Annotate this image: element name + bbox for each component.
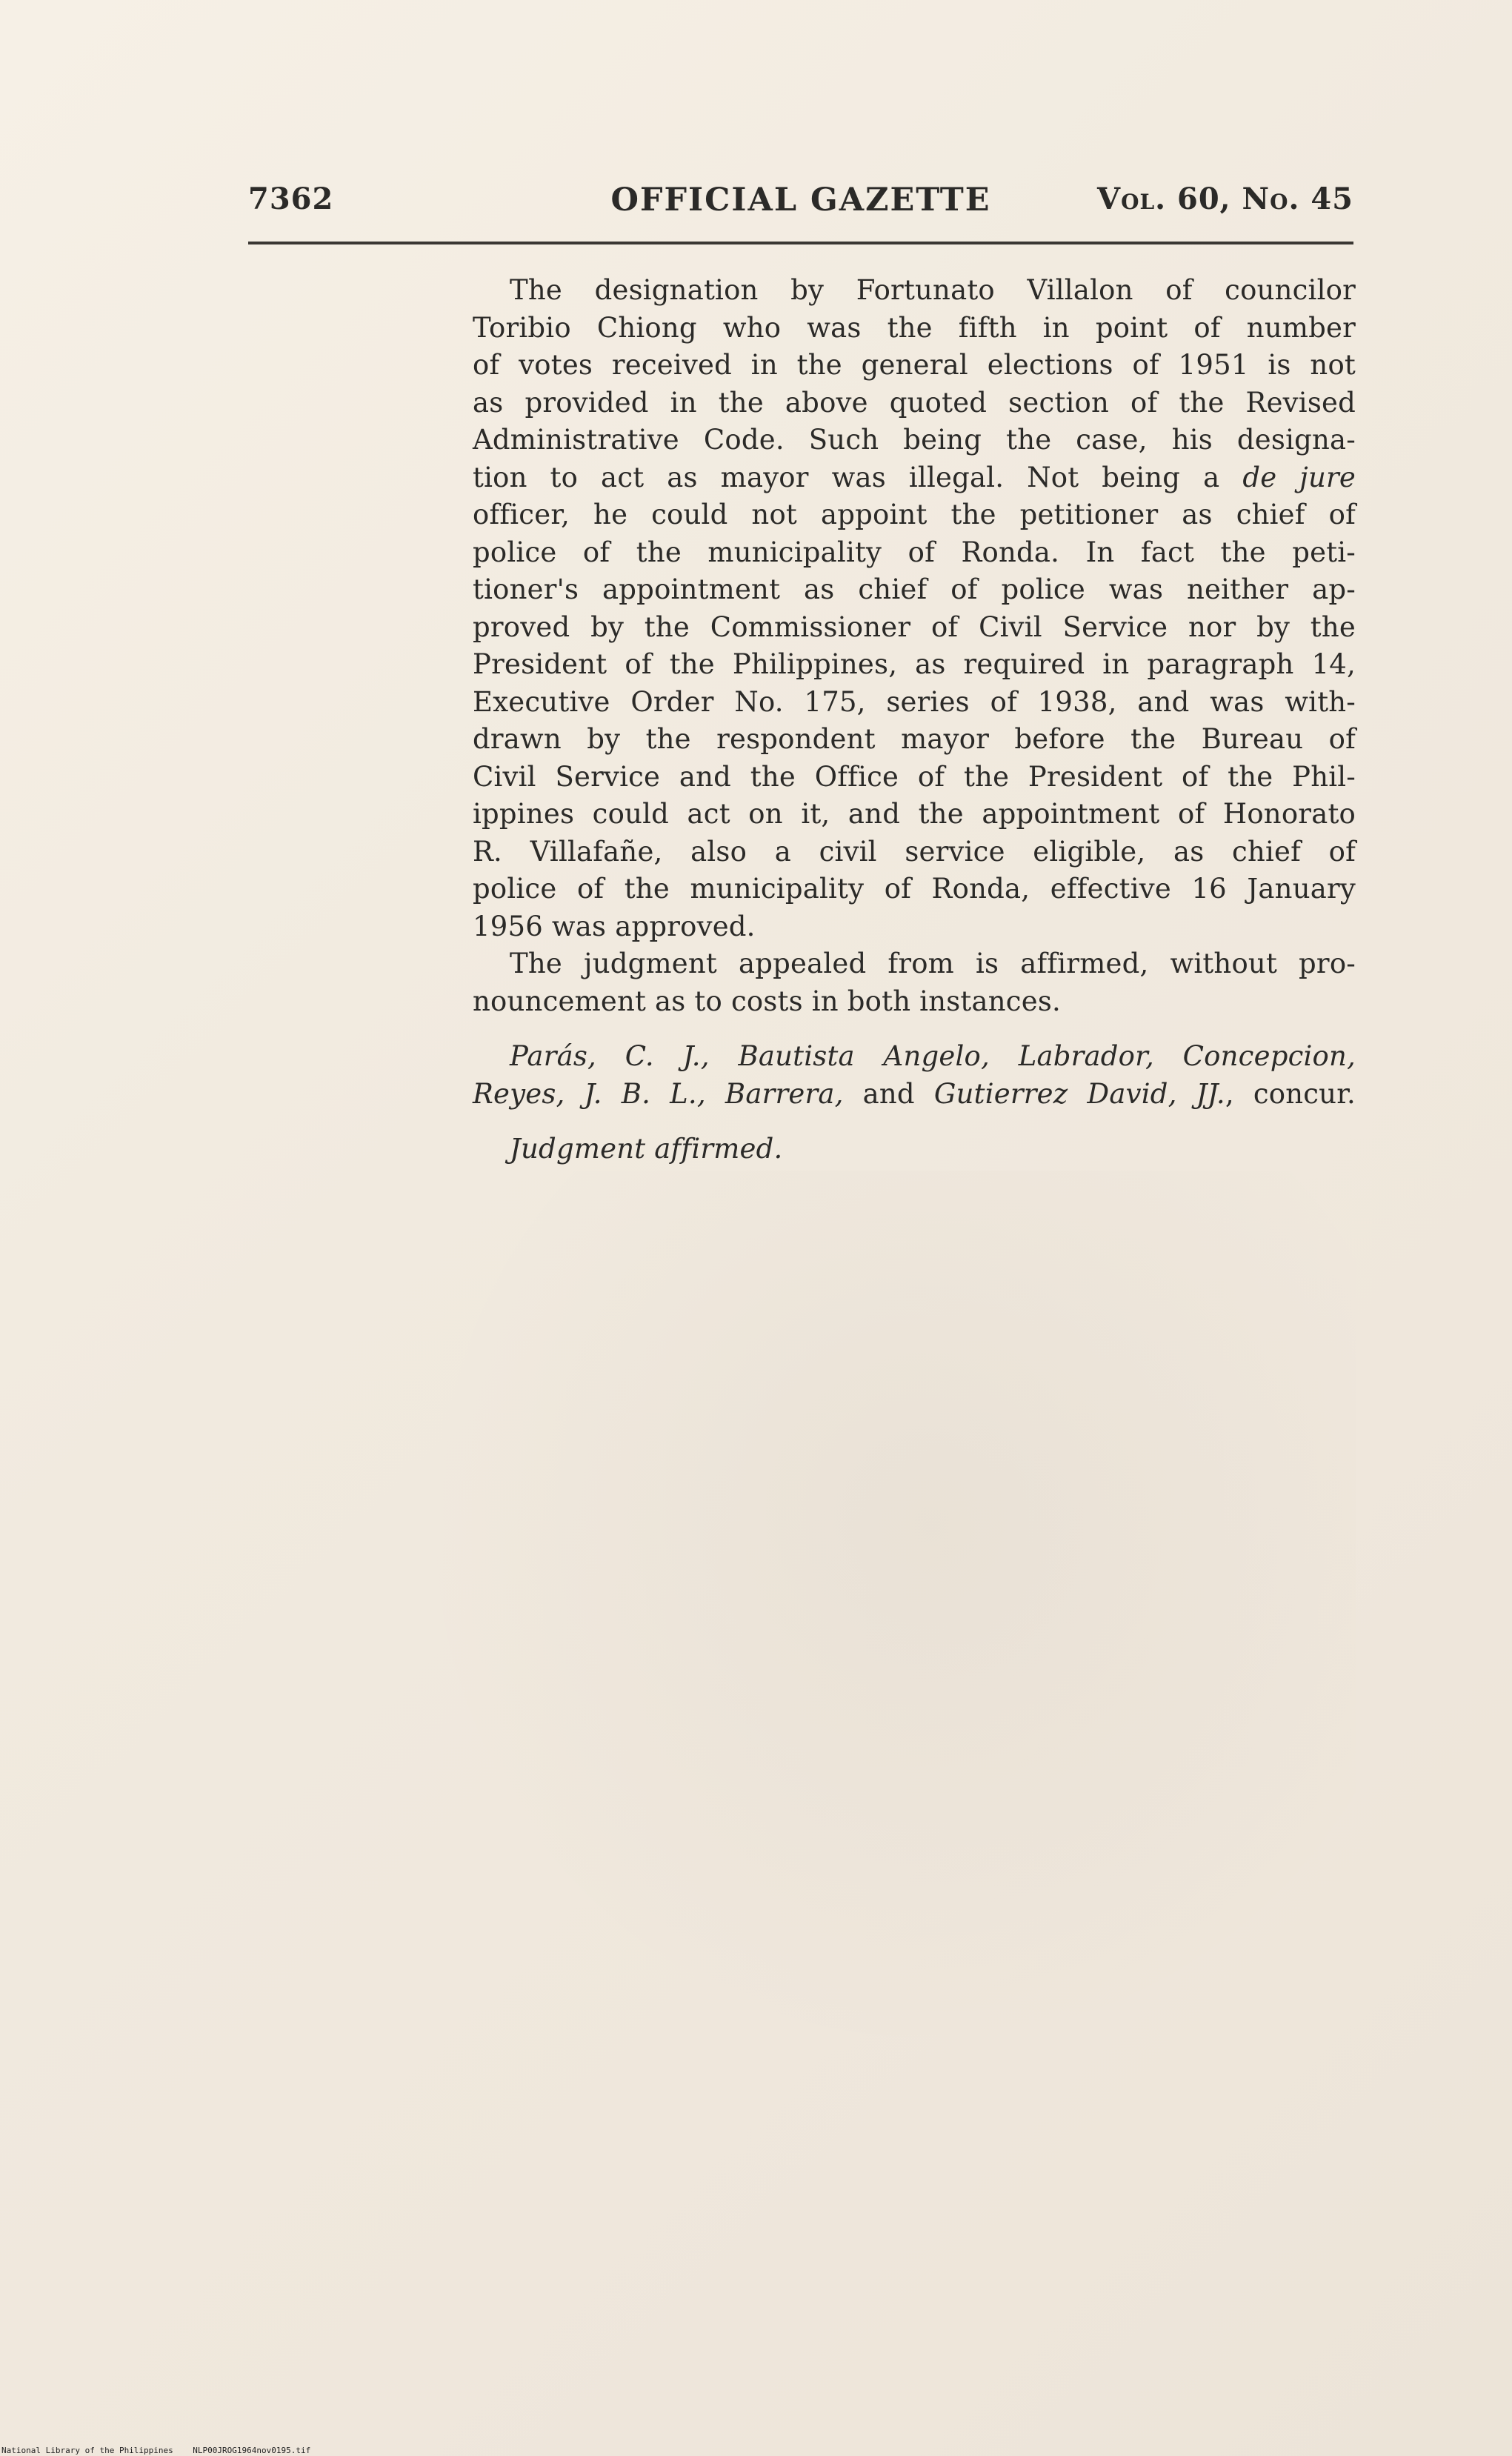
- text-line-with-italic: [473, 459, 1356, 497]
- volume-number: Vol. 60, No. 45: [1097, 182, 1353, 216]
- text-line: police of the municipality of Ronda, effective 16 January: [473, 873, 1356, 905]
- text-line: drawn by the respondent mayor before the Bureau of: [473, 723, 1356, 755]
- text-line: tioner's appointment as chief of police was neither ap-: [473, 573, 1356, 605]
- scan-footer: National Library of the Philippines NLP00JROG1964nov0195.tif: [1, 2446, 311, 2455]
- text-line: Administrative Code. Such being the case, his designa-: [473, 424, 1356, 456]
- text-line: Civil Service and the Office of the President of the Phil-: [473, 760, 1356, 793]
- text-line: of votes received in the general elections of 1951 is not: [473, 349, 1356, 381]
- page-number: 7362: [248, 182, 334, 216]
- header-rule: [248, 242, 1353, 244]
- justice-names: Parás, C. J., Bautista Angelo, Labrador, Concepcion,: [510, 1040, 1356, 1072]
- concur-text: , concur.: [1225, 1077, 1356, 1110]
- text-line: Toribio Chiong who was the fifth in point of number: [473, 311, 1356, 344]
- text-line: ippines could act on it, and the appointment of Honorato: [473, 798, 1356, 830]
- paragraph-designation: [473, 272, 1356, 945]
- italic-term: de jure: [1242, 461, 1356, 493]
- text-line: President of the Philippines, as required in paragraph 14,: [473, 648, 1356, 680]
- justice-names: Reyes, J. B. L., Barrera,: [473, 1077, 844, 1110]
- disposition: [473, 1131, 1356, 1168]
- text-line: Executive Order No. 175, series of 1938, and was with-: [473, 685, 1356, 718]
- concurring-justices-line: [473, 1038, 1356, 1076]
- concurrence: [473, 1038, 1356, 1113]
- bleed-through-shading: [415, 1171, 1356, 2060]
- publication-title: OFFICIAL GAZETTE: [610, 182, 991, 219]
- text-line: nouncement as to costs in both instances.: [473, 985, 1061, 1017]
- paragraph-judgment: [473, 945, 1356, 1020]
- text-line: officer, he could not appoint the petitioner as chief of: [473, 499, 1356, 530]
- conjunction: and: [843, 1077, 934, 1110]
- text-line: proved by the Commissioner of Civil Service nor by the: [473, 610, 1356, 643]
- body-text: [473, 272, 1356, 1168]
- text-line: The judgment appealed from is affirmed, without pro-: [510, 948, 1356, 979]
- text-line: police of the municipality of Ronda. In fact the peti-: [473, 536, 1356, 568]
- concurring-justices-line: [473, 1076, 1356, 1114]
- text-fragment: tion to act as mayor was illegal. Not being a: [473, 461, 1243, 493]
- justice-names: Gutierrez David, JJ.: [933, 1077, 1225, 1110]
- disposition-line: [473, 1131, 1356, 1168]
- judgment-disposition: Judgment affirmed.: [510, 1133, 783, 1165]
- running-header: [248, 182, 1353, 226]
- text-line: 1956 was approved.: [473, 910, 756, 942]
- text-line: as provided in the above quoted section of the Revised: [473, 386, 1356, 419]
- text-line: The designation by Fortunato Villalon of councilor: [510, 274, 1356, 306]
- text-line: R. Villafañe, also a civil service eligible, as chief of: [473, 835, 1356, 868]
